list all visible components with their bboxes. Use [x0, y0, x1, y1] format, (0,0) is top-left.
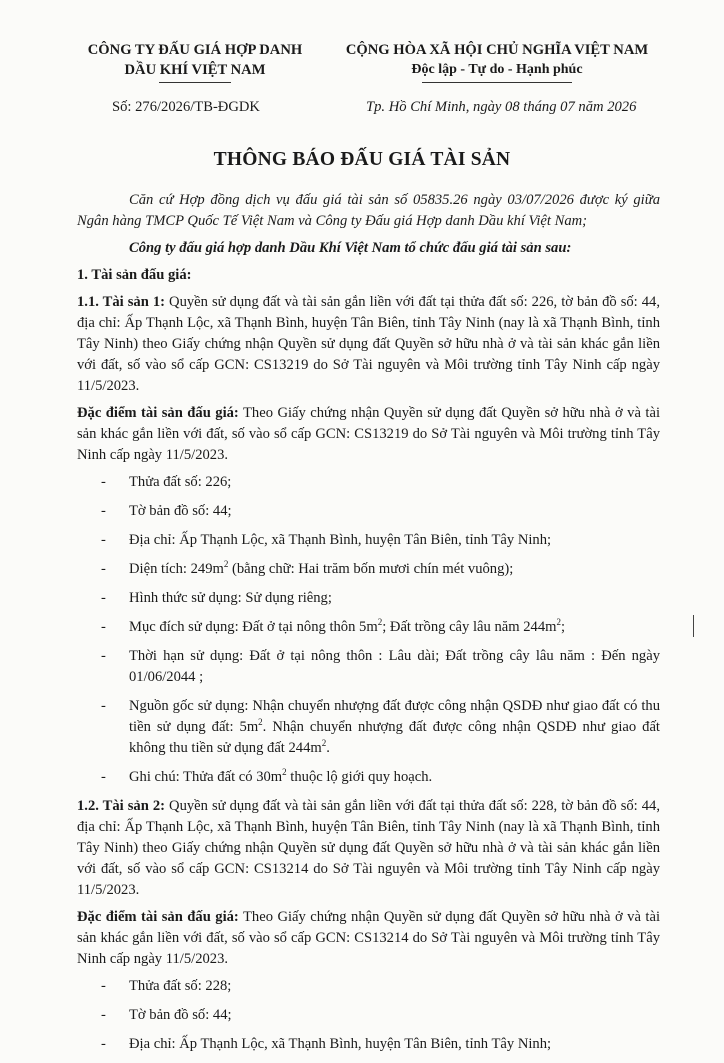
purpose-text: ; Đất trồng cây lâu năm 244m — [382, 619, 557, 635]
asset1-detail-list — [77, 472, 660, 788]
list-item — [77, 617, 660, 638]
superscript: 2 — [321, 738, 327, 749]
org-name-line1: CÔNG TY ĐẤU GIÁ HỢP DANH — [87, 42, 303, 58]
superscript: 2 — [258, 717, 263, 728]
motto-underline — [422, 82, 572, 83]
asset2-label: 1.2. Tài sản 2: — [77, 798, 166, 814]
asset1-features — [77, 403, 660, 466]
asset2-features — [77, 907, 660, 970]
list-item — [77, 696, 660, 759]
lead-statement: Công ty đấu giá hợp danh Dầu Khí Việt Nam tổ chức đấu giá tài sản sau: — [129, 240, 572, 256]
purpose-text: Mục đích sử dụng: Đất ở tại nông thôn 5m — [129, 619, 378, 635]
list-item: - Thửa đất số: 226; — [77, 472, 660, 493]
note-text: Ghi chú: Thửa đất có 30m — [129, 769, 283, 785]
origin-text: . Nhận chuyển nhượng đất được công nhận QSDĐ như giao đất không thu tiền sử dụng đất 244m — [129, 719, 660, 756]
note-text: thuộc lộ giới quy hoạch. — [286, 769, 433, 785]
nation-header — [330, 40, 664, 83]
list-item: - Tờ bản đồ số: 44; — [77, 501, 660, 522]
asset1-feature-text: Theo Giấy chứng nhận Quyền sử dụng đất Quyền sở hữu nhà ở và tài sản khác gắn liền với đất, số vào sổ cấp GCN: CS13219 do Sở Tài nguyên và Môi trường tỉnh Tây Ninh cấp ngày 11/5/2023. — [77, 405, 660, 463]
superscript: 2 — [223, 559, 229, 570]
document-number: Số: 276/2026/TB-ĐGDK — [112, 99, 260, 115]
preamble: Căn cứ Hợp đồng dịch vụ đấu giá tài sản số 05835.26 ngày 03/07/2026 được ký giữa Ngân hàng TMCP Quốc Tế Việt Nam và Công ty Đấu giá Hợp danh Dầu khí Việt Nam; — [77, 192, 660, 229]
asset2-feature-text: Theo Giấy chứng nhận Quyền sử dụng đất Quyền sở hữu nhà ở và tài sản khác gắn liền với đất, số vào sổ cấp GCN: CS13214 do Sở Tài nguyên và Môi trường tỉnh Tây Ninh cấp ngày 11/5/2023. — [77, 909, 660, 967]
purpose-text: ; — [560, 619, 566, 635]
asset2-feature-label: Đặc điểm tài sản đấu giá: — [77, 909, 239, 925]
margin-mark — [693, 615, 694, 637]
superscript: 2 — [377, 617, 383, 628]
organization-header — [78, 40, 312, 83]
asset2-text: Quyền sử dụng đất và tài sản gắn liền với đất tại thửa đất số: 228, tờ bản đồ số: 44, địa chỉ: Ấp Thạnh Lộc, xã Thạnh Bình, huyện Tân Biên, tỉnh Tây Ninh (nay là xã Thạnh Bình, tỉnh Tây Ninh) theo Giấy chứng nhận Quyền sử dụng đất Quyền sở hữu nhà ở và tài sản khác gắn liền với đất, số vào sổ cấp GCN: CS13214 do Sở Tài nguyên và Môi trường tỉnh Tây Ninh cấp ngày 11/5/2023. — [77, 798, 660, 898]
list-item: - Thửa đất số: 228; — [77, 976, 660, 997]
origin-text: Nguồn gốc sử dụng: Nhận chuyển nhượng đất được công nhận QSDĐ như giao đất có thu tiền sử dụng đất: 5m — [129, 698, 660, 735]
org-underline — [159, 82, 231, 83]
area-text-rest: (bằng chữ: Hai trăm bốn mươi chín mét vuông); — [228, 561, 514, 577]
list-item: - Địa chỉ: Ấp Thạnh Lộc, xã Thạnh Bình, huyện Tân Biên, tỉnh Tây Ninh; — [77, 1034, 660, 1055]
national-motto: Độc lập - Tự do - Hạnh phúc — [411, 62, 583, 77]
asset1-text: Quyền sử dụng đất và tài sản gắn liền với đất tại thửa đất số: 226, tờ bản đồ số: 44, địa chỉ: Ấp Thạnh Lộc, xã Thạnh Bình, huyện Tân Biên, tỉnh Tây Ninh (nay là xã Thạnh Bình, tỉnh Tây Ninh) theo Giấy chứng nhận Quyền sử dụng đất Quyền sở hữu nhà ở và tài sản khác gắn liền với đất, số vào sổ cấp GCN: CS13219 do Sở Tài nguyên và Môi trường tỉnh Tây Ninh cấp ngày 11/5/2023. — [77, 294, 660, 394]
list-item: - Hình thức sử dụng: Sử dụng riêng; — [77, 588, 660, 609]
list-item — [77, 767, 660, 788]
asset2-detail-list — [77, 976, 660, 1055]
date-line: Tp. Hồ Chí Minh, ngày 08 tháng 07 năm 2026 — [366, 99, 637, 115]
list-item: - Thời hạn sử dụng: Đất ở tại nông thôn : Lâu dài; Đất trồng cây lâu năm : Đến ngày 01/06/2044 ; — [77, 646, 660, 688]
asset1-paragraph — [77, 292, 660, 397]
superscript: 2 — [556, 617, 561, 628]
superscript: 2 — [282, 767, 287, 778]
document-body — [77, 190, 660, 1063]
asset1-feature-label: Đặc điểm tài sản đấu giá: — [77, 405, 239, 421]
area-text: Diện tích: 249m — [129, 561, 224, 577]
document-title: THÔNG BÁO ĐẤU GIÁ TÀI SẢN — [213, 149, 511, 170]
asset1-label: 1.1. Tài sản 1: — [77, 294, 166, 310]
org-name-line2: DẦU KHÍ VIỆT NAM — [124, 62, 266, 78]
list-item — [77, 559, 660, 580]
nation-name: CỘNG HÒA XÃ HỘI CHỦ NGHĨA VIỆT NAM — [345, 42, 649, 58]
origin-text: . — [326, 740, 330, 756]
section-heading-assets: 1. Tài sản đấu giá: — [77, 267, 192, 283]
asset2-paragraph — [77, 796, 660, 901]
list-item: - Tờ bản đồ số: 44; — [77, 1005, 660, 1026]
list-item: - Địa chỉ: Ấp Thạnh Lộc, xã Thạnh Bình, huyện Tân Biên, tỉnh Tây Ninh; — [77, 530, 660, 551]
